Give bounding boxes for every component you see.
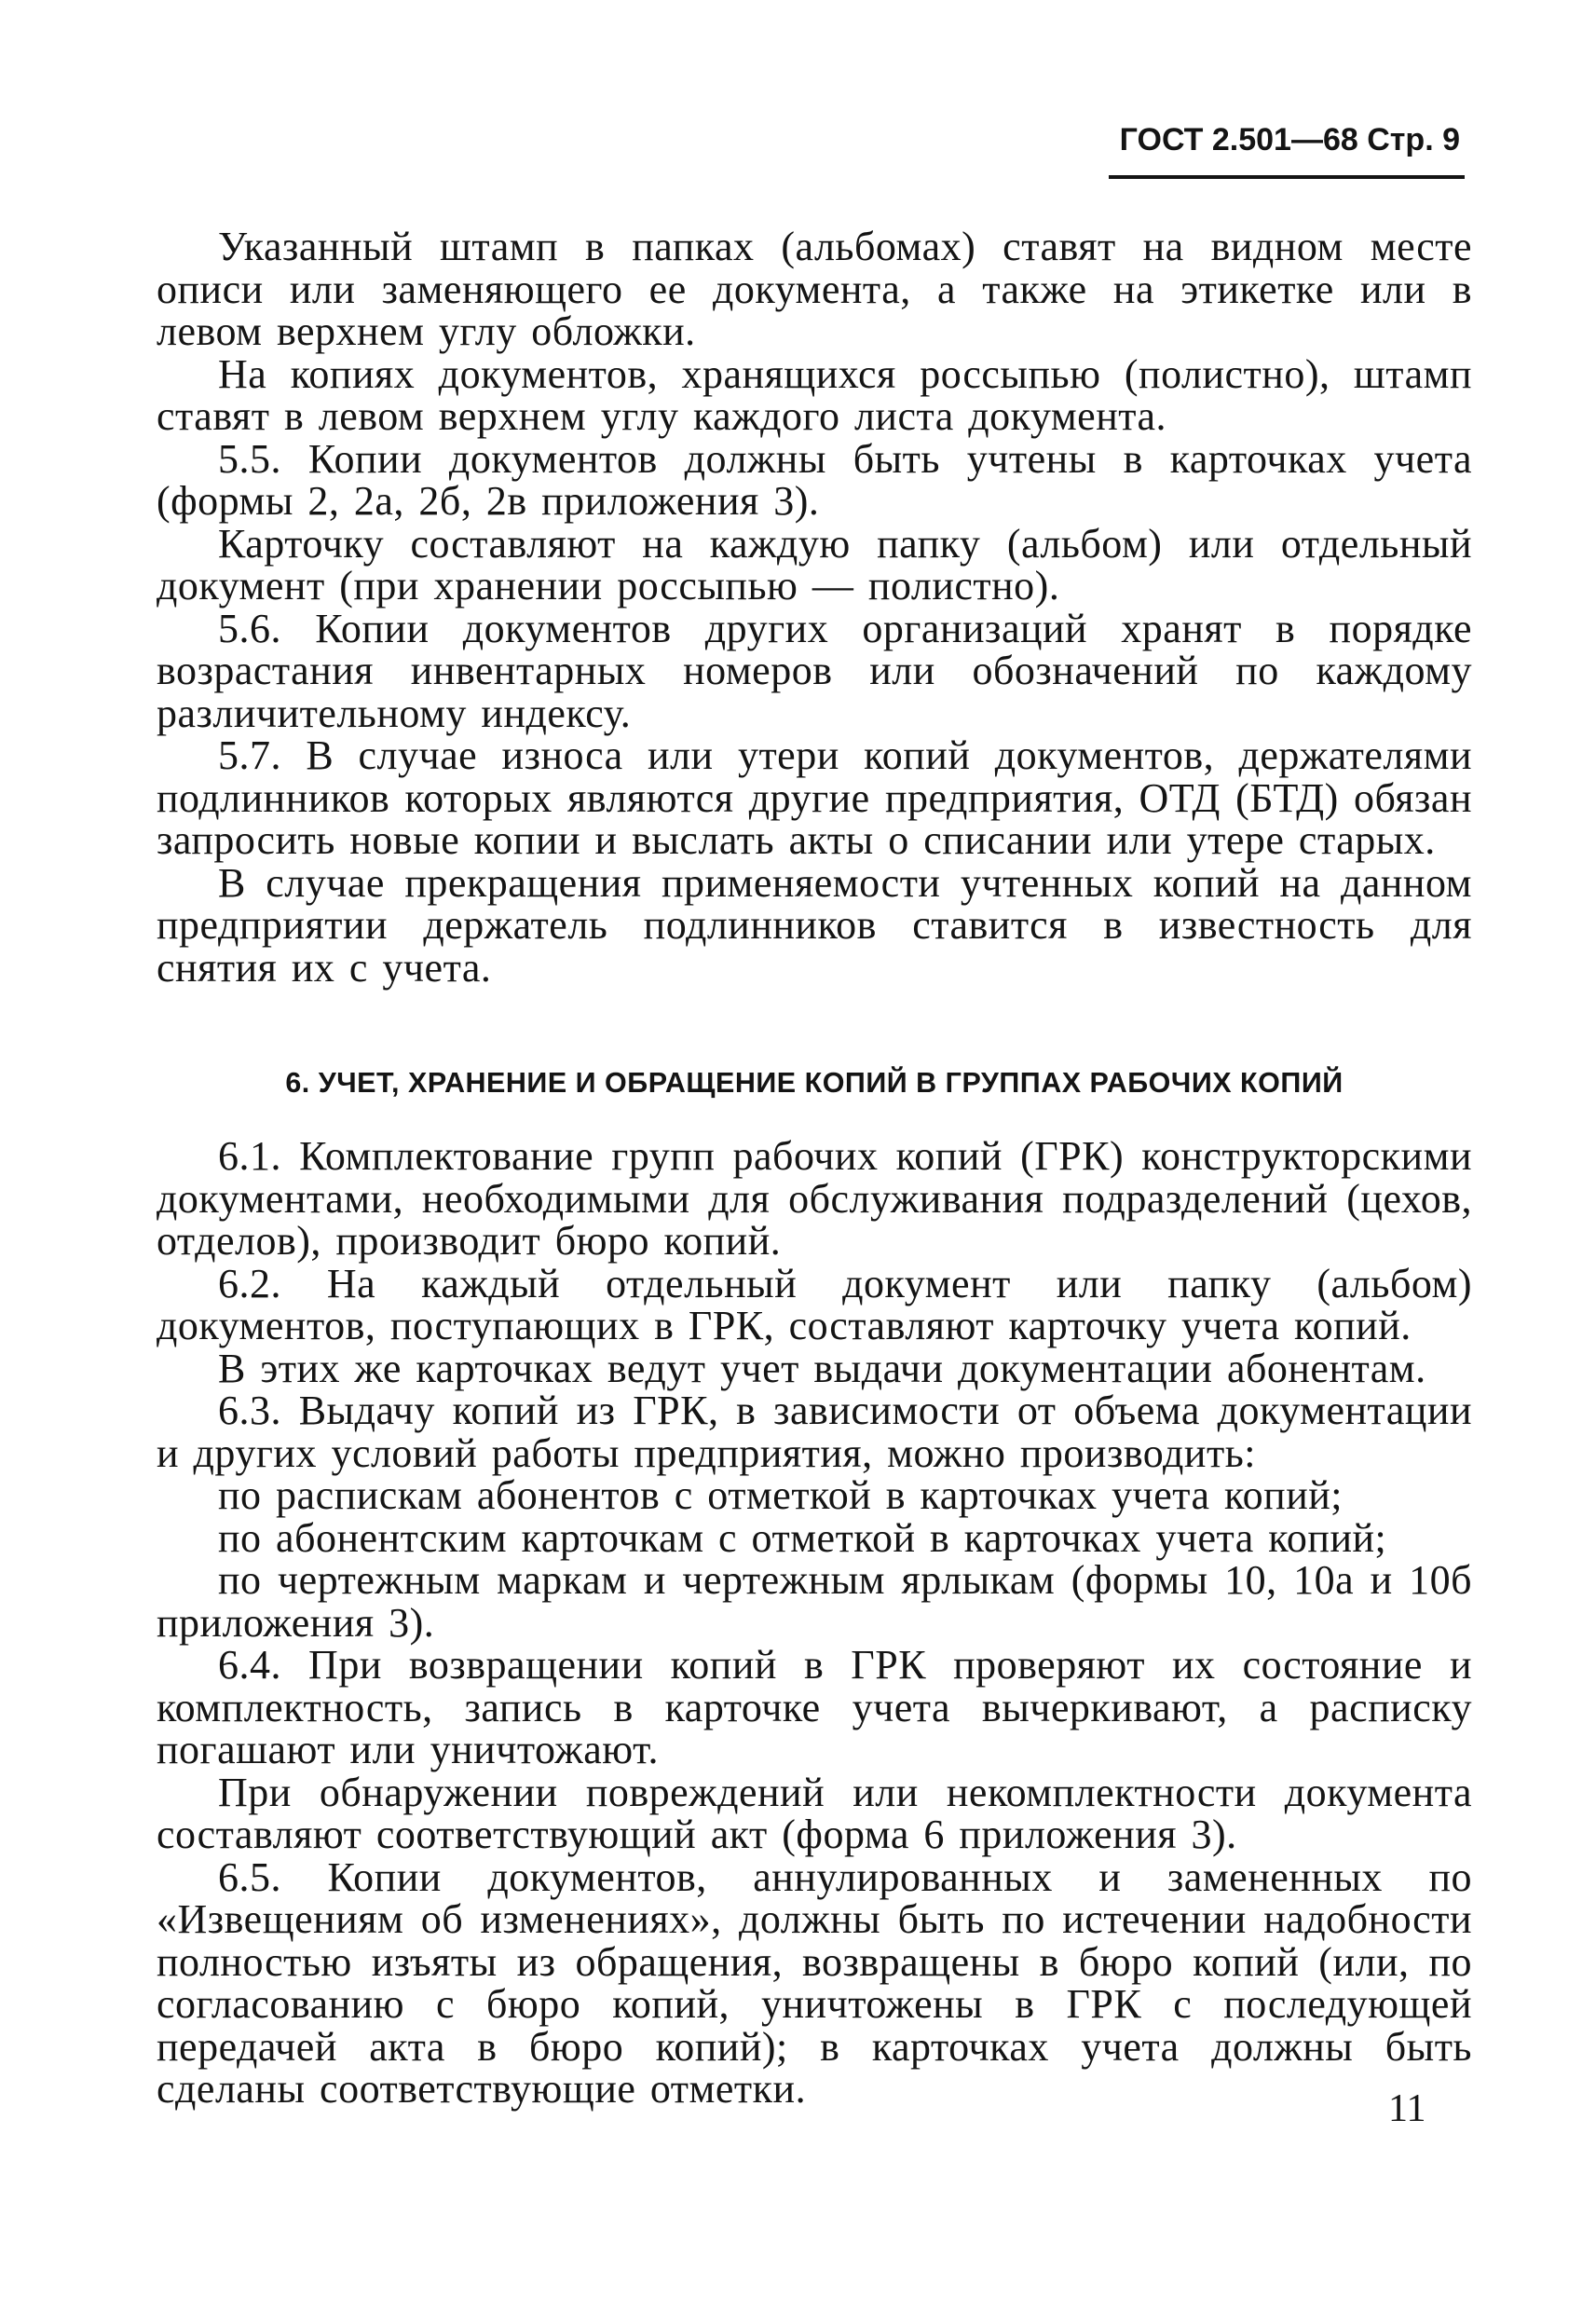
paragraph-5-7: 5.7. В случае износа или утери копий документов, держателями подлинников которых являются другие предприятия, ОТД (БТД) обязан запросить новые копии и выслать акты о списании или утере старых.: [157, 732, 1472, 863]
list-item: по абонентским карточкам с отметкой в карточках учета копий;: [218, 1514, 1387, 1561]
paragraph-6-3: 6.3. Выдачу копий из ГРК, в зависимости от объема документации и других условий работы предприятия, можно производить:: [157, 1388, 1472, 1476]
body-text-top: [157, 226, 1472, 989]
body-text-section-6: [157, 1135, 1472, 2111]
paragraph-6-1: 6.1. Комплектование групп рабочих копий (ГРК) конструкторскими документами, необходимыми для обслуживания подразделений (цехов, отделов), производит бюро копий.: [157, 1133, 1472, 1264]
list-item: по чертежным маркам и чертежным ярлыкам (формы 10, 10а и 10б приложения 3).: [157, 1557, 1472, 1646]
header-rule: [1109, 175, 1465, 179]
paragraph-5-5: 5.5. Копии документов должны быть учтены в карточках учета (формы 2, 2а, 2б, 2в приложения 3).: [157, 435, 1472, 524]
paragraph: Карточку составляют на каждую папку (альбом) или отдельный документ (при хранении россыпью — полистно).: [157, 520, 1472, 609]
paragraph: На копиях документов, хранящихся россыпью (полистно), штамп ставят в левом верхнем углу каждого листа документа.: [157, 350, 1472, 439]
paragraph-6-5: 6.5. Копии документов, аннулированных и замененных по «Извещениям об изменениях», должны быть по истечении надобности полностью изъяты из обращения, возвращены в бюро копий (или, по согласованию с бюро копий, уничтожены в ГРК с последующей передачей акта в бюро копий); в карточках учета должны быть сделаны соответствующие отметки.: [157, 1853, 1472, 2112]
section-heading: 6. УЧЕТ, ХРАНЕНИЕ И ОБРАЩЕНИЕ КОПИЙ В ГРУППАХ РАБОЧИХ КОПИЙ: [285, 1067, 1344, 1099]
paragraph: В этих же карточках ведут учет выдачи документации абонентам.: [218, 1345, 1426, 1391]
paragraph-5-6: 5.6. Копии документов других организаций хранят в порядке возрастания инвентарных номеров или обозначений по каждому различительному индексу.: [157, 605, 1472, 736]
paragraph-6-4: 6.4. При возвращении копий в ГРК проверяют их состояние и комплектность, запись в карточке учета вычеркивают, а расписку погашают или уничтожают.: [157, 1642, 1472, 1772]
page-number: 11: [1388, 2087, 1426, 2130]
paragraph: Указанный штамп в папках (альбомах) ставят на видном месте описи или заменяющего ее документа, а также на этикетке или в левом верхнем углу обложки.: [157, 224, 1472, 354]
list-item: по распискам абонентов с отметкой в карточках учета копий;: [218, 1472, 1344, 1518]
paragraph: При обнаружении повреждений или некомплектности документа составляют соответствующий акт (форма 6 приложения 3).: [157, 1769, 1472, 1857]
paragraph: В случае прекращения применяемости учтенных копий на данном предприятии держатель подлинников ставится в известность для снятия их с учета.: [157, 859, 1472, 991]
running-header: ГОСТ 2.501—68 Стр. 9: [1119, 122, 1460, 157]
paragraph-6-2: 6.2. На каждый отдельный документ или папку (альбом) документов, поступающих в ГРК, составляют карточку учета копий.: [157, 1260, 1472, 1348]
